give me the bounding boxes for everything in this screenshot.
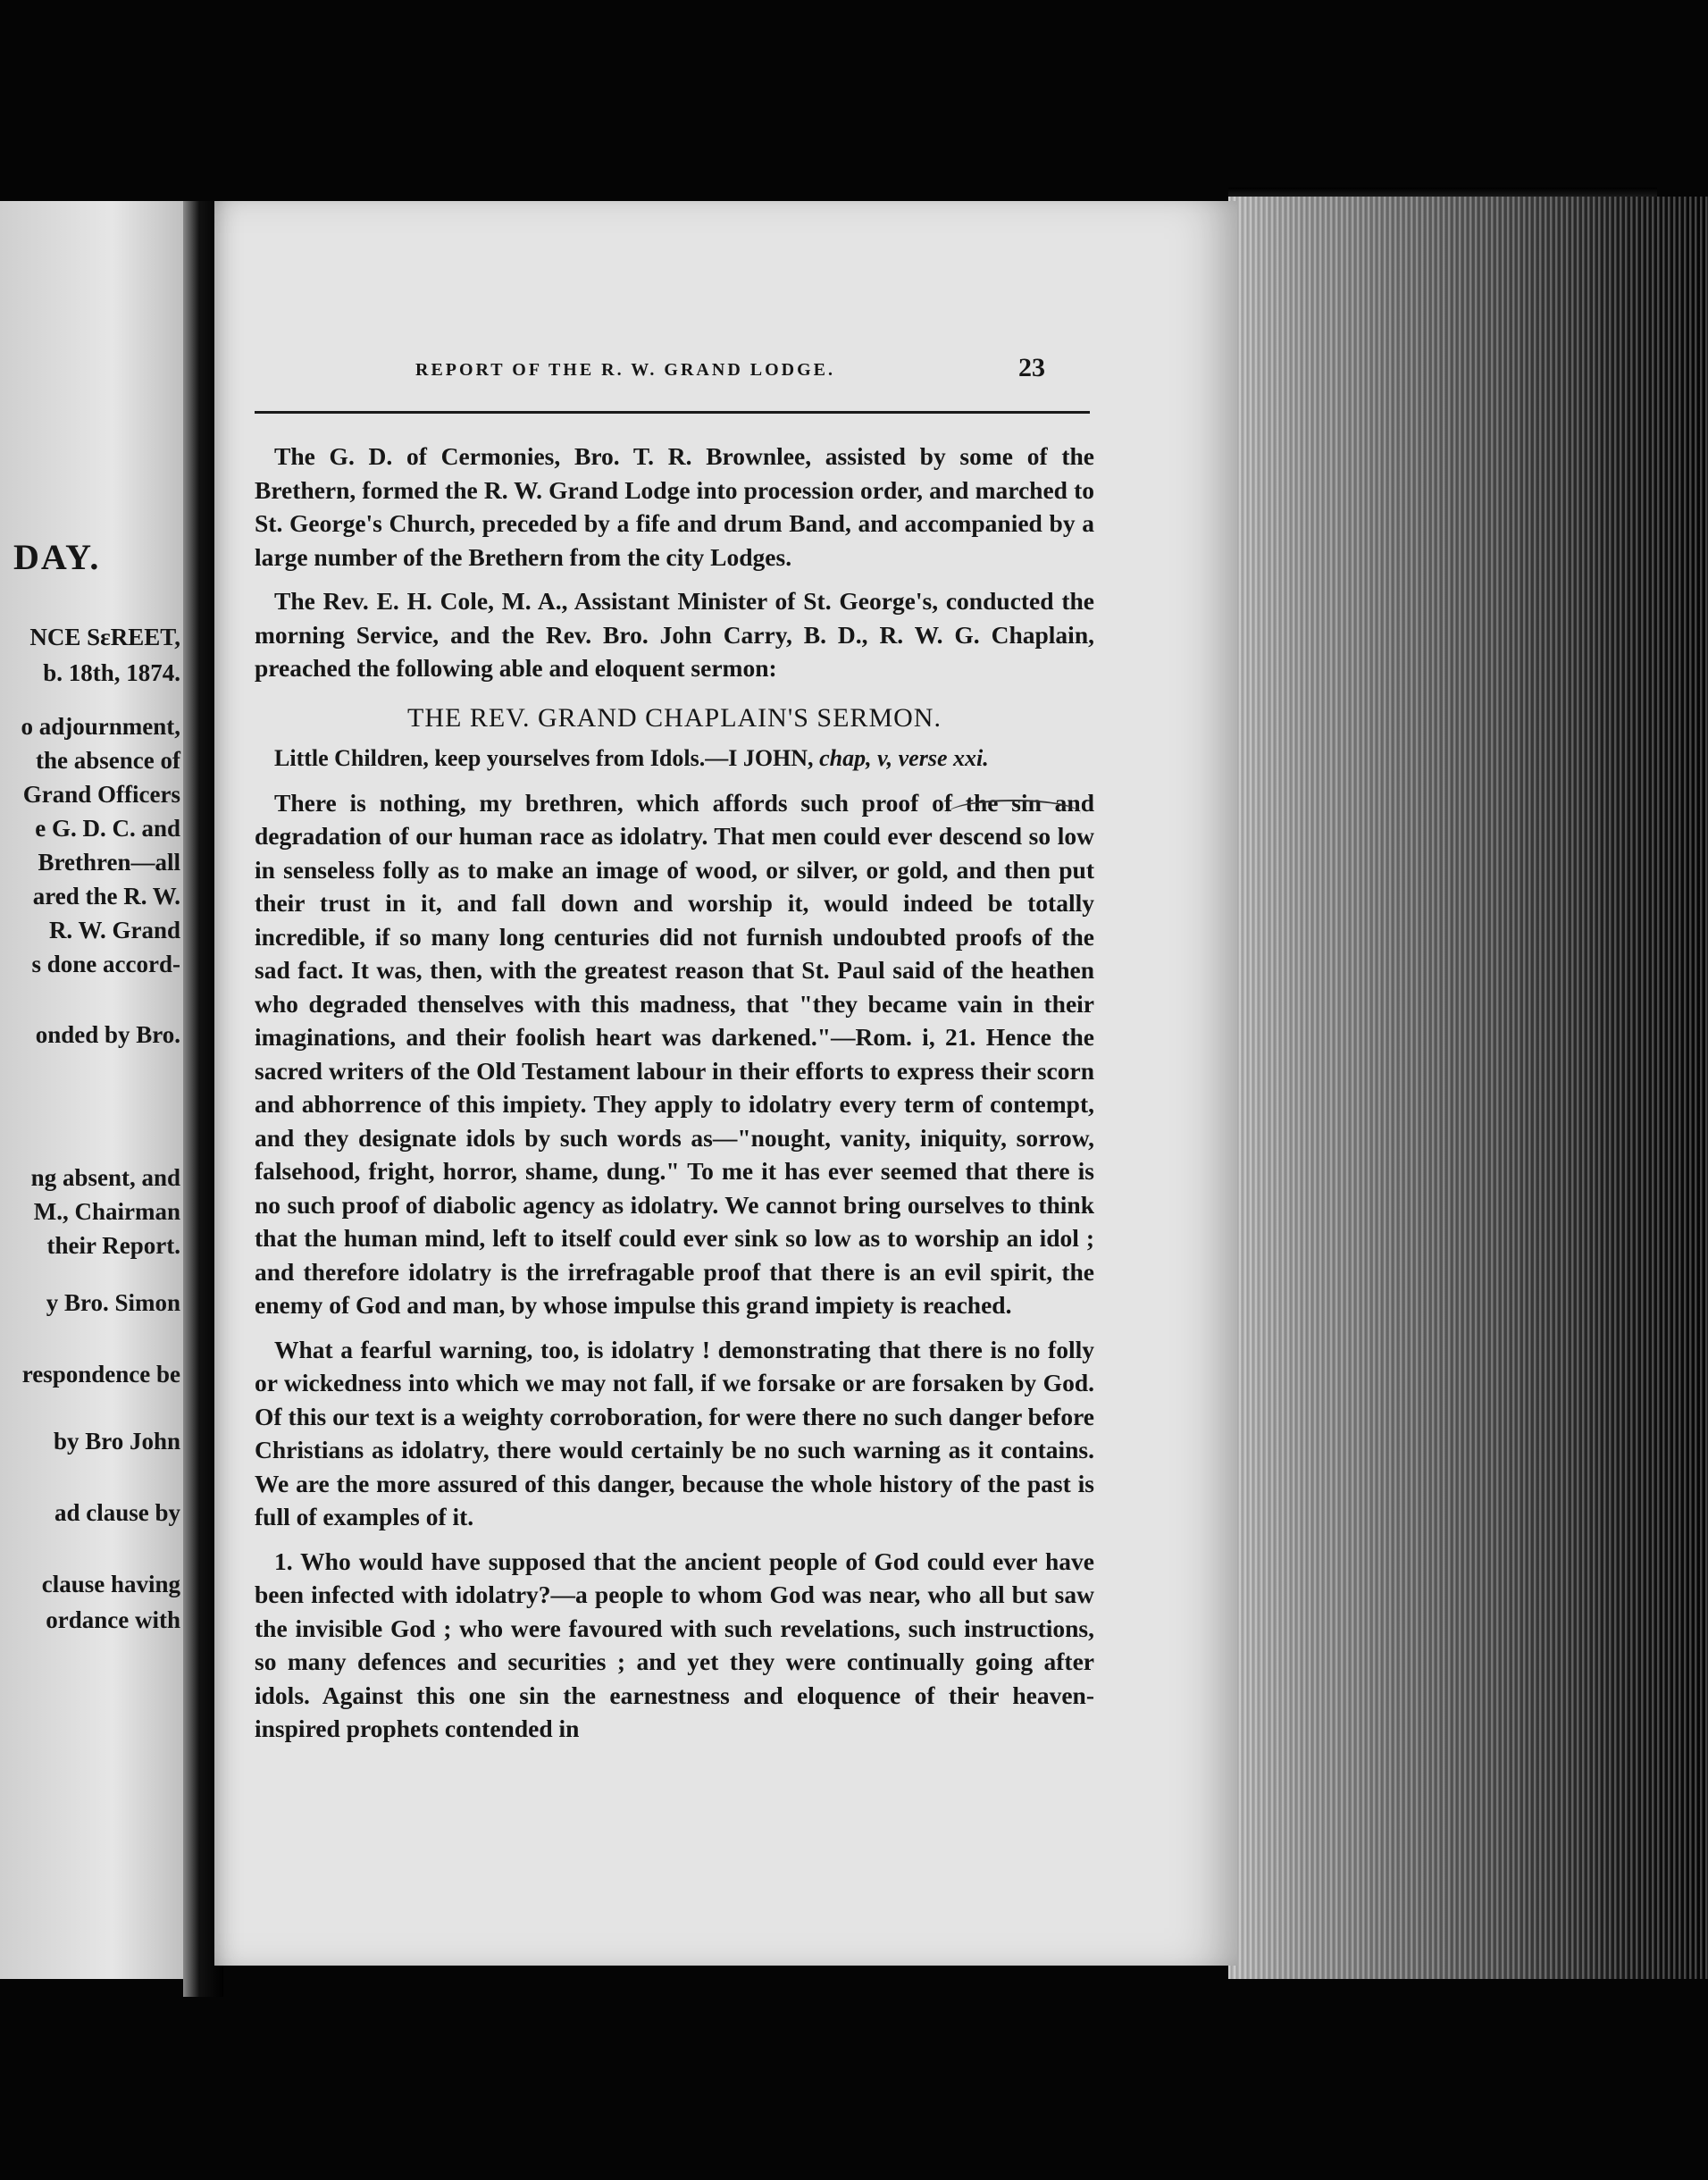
running-head: REPORT OF THE R. W. GRAND LODGE. [415,360,835,380]
sermon-paragraph-1: There is nothing, my brethren, which affords such proof of the sin and degradation of our human race as idolatry. That men could ever descend so low in senseless folly as to make an image of wood, or silver, or gold, and then put their trust in it, and fall down and worship it, would indeed be totally incredible, if so many long centuries did not furnish undoubted proofs of the sad fact. It was, then, with the greatest reason that St. Paul said of the heathen who degraded thenselves with this madness, that "they became vain in their imaginations, and their foolish heart was darkened."—Rom. i, 21. Hence the sacred writers of the Old Testament labour in their efforts to express their scorn and abhorrence of this impiety. They apply to idolatry every term of contempt, and they designate idols by such words as—"nought, vanity, iniquity, sorrow, falsehood, fright, horror, shame, dung." To me it has ever seemed that there is no such proof of diabolic agency as idolatry. We cannot bring ourselves to think that the human mind, left to itself could ever sink so low as to worship an idol ; and therefore idolatry is the irrefragable proof that there is an evil spirit, the enemy of God and man, by whose impulse this grand impiety is reached. [255,788,1094,1319]
left-page-line: y Bro. Simon [46,1289,180,1316]
left-page-line: Brethren—all [38,849,180,876]
left-page-line: the absence of [36,747,180,774]
page-number: 23 [1018,353,1045,382]
left-page-line: ordance with [46,1606,180,1633]
left-facing-page [0,201,188,1979]
header-rule [255,411,1090,414]
sermon-paragraph-3: 1. Who would have supposed that the ancient people of God could ever have been infected with idolatry?—a people to whom God was near, who all but saw the invisible God ; who were favoured with such revelations, such instructions, so many defences and securities ; and yet they were continually going after idols. Against this one sin the earnestness and eloquence of their heaven-inspired prophets contended in [255,1547,1094,1742]
left-page-line: o adjournment, [21,713,180,740]
page-body [255,440,1094,1757]
left-page-line: Grand Officers [22,781,180,808]
left-page-line: by Bro John [53,1428,180,1455]
left-page-line: b. 18th, 1874. [43,659,180,686]
left-page-line: R. W. Grand [48,917,180,943]
left-page-line: onded by Bro. [35,1021,180,1048]
pencil-annotation-mark [947,800,1081,828]
book-page-edges [1228,197,1708,1979]
left-page-line: e G. D. C. and [35,815,180,842]
paragraph-service: The Rev. E. H. Cole, M. A., Assistant Minister of St. George's, conducted the morning Service, and the Rev. Bro. John Carry, B. D., R. W. G. Chaplain, preached the following able and eloquent sermon: [255,587,1094,682]
left-page-line: ng absent, and [30,1164,180,1191]
left-page-heading: DAY. [13,537,101,577]
left-page-line: s done accord- [31,951,180,977]
left-page-line: ared the R. W. [32,883,180,910]
epigraph [255,742,1094,776]
paragraph-procession: The G. D. of Cermonies, Bro. T. R. Brownlee, assisted by some of the Brethern, formed the R. W. Grand Lodge into procession order, and marched to St. George's Church, preceded by a fife and drum Band, and accompanied by a large number of the Brethern from the city Lodges. [255,442,1094,571]
epigraph-text: Little Children, keep yourselves from Idols.—I JOHN, [274,745,814,771]
left-page-line: their Report. [46,1232,180,1259]
book-page-23 [214,201,1237,1966]
sermon-paragraph-2: What a fearful warning, too, is idolatry ! demonstrating that there is no folly or wickedness into which we may not fall, if we forsake or are forsaken by God. Of this our text is a weighty corroboration, for were there no such danger before Christians as idolatry, there would certainly be no such warning as it contains. We are the more assured of this danger, because the whole history of the past is full of examples of it. [255,1335,1094,1530]
left-page-line: M., Chairman [33,1198,180,1225]
left-page-line: NCE SɛREET, [29,624,180,650]
left-page-line: ad clause by [54,1499,180,1526]
left-page-line: respondence be [21,1361,180,1388]
sermon-title: THE REV. GRAND CHAPLAIN'S SERMON. [407,702,942,733]
left-page-line: clause having [41,1571,180,1597]
epigraph-reference: chap, v, verse xxi. [819,745,989,771]
